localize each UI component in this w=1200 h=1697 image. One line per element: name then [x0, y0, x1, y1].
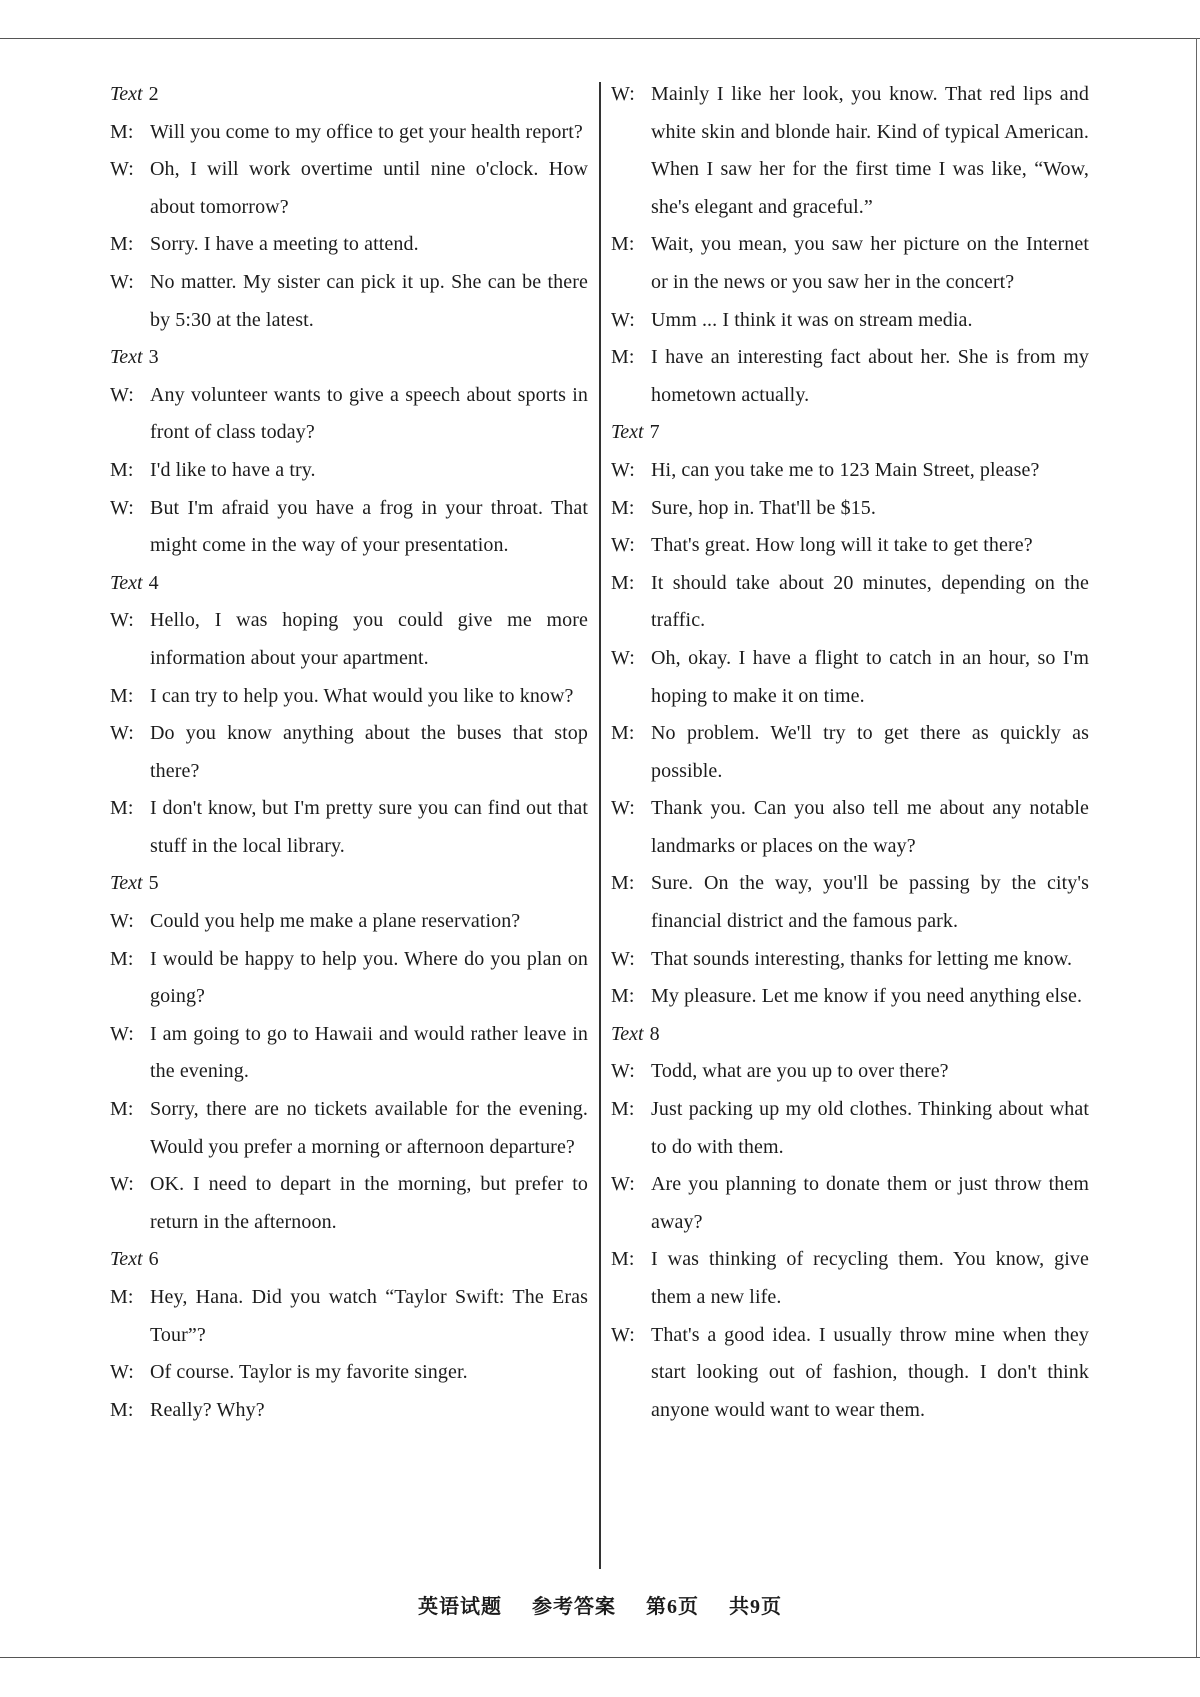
dialogue-turn [110, 715, 588, 790]
speaker-tag: W: [110, 609, 134, 632]
section-label [611, 1016, 1089, 1054]
dialogue-text: I have an interesting fact about her. She is from my hometown actually. [651, 346, 1089, 406]
speaker-tag: M: [110, 797, 134, 820]
footer-subject: 英语试题 [418, 1596, 502, 1618]
speaker-tag: M: [611, 872, 635, 895]
section-number: 6 [148, 1248, 159, 1271]
dialogue-text: Hi, can you take me to 123 Main Street, please? [651, 458, 1040, 481]
dialogue-turn [110, 1016, 588, 1091]
dialogue-turn [611, 76, 1089, 226]
dialogue-turn [110, 452, 588, 490]
dialogue-turn [611, 1091, 1089, 1166]
speaker-tag: M: [110, 684, 134, 707]
dialogue-text: It should take about 20 minutes, depending on the traffic. [651, 571, 1089, 632]
section-number: 8 [649, 1022, 660, 1045]
speaker-tag: W: [611, 646, 635, 669]
speaker-tag: M: [611, 985, 635, 1008]
section-label [611, 414, 1089, 452]
dialogue-text: Wait, you mean, you saw her picture on the Internet or in the news or you saw her in the concert? [651, 233, 1089, 293]
dialogue-turn [611, 565, 1089, 640]
speaker-tag: M: [110, 947, 134, 970]
dialogue-turn [611, 865, 1089, 940]
dialogue-text: Oh, okay. I have a flight to catch in an hour, so I'm hoping to make it on time. [651, 646, 1089, 707]
section-label [110, 865, 588, 903]
section-label [110, 339, 588, 377]
speaker-tag: W: [110, 1361, 134, 1384]
dialogue-text: I am going to go to Hawaii and would rather leave in the evening. [150, 1022, 588, 1083]
dialogue-text: My pleasure. Let me know if you need anything else. [651, 985, 1083, 1008]
dialogue-text: Oh, I will work overtime until nine o'clock. How about tomorrow? [150, 158, 588, 218]
section-label-word: Text [110, 83, 143, 105]
dialogue-turn [110, 1279, 588, 1354]
page-footer [0, 1590, 1200, 1619]
speaker-tag: M: [611, 233, 635, 256]
dialogue-text: Sure. On the way, you'll be passing by the city's financial district and the famous park. [651, 872, 1089, 933]
dialogue-turn [110, 1354, 588, 1392]
dialogue-text: Hello, I was hoping you could give me more information about your apartment. [150, 609, 588, 669]
section-number: 7 [649, 421, 660, 444]
dialogue-text: No problem. We'll try to get there as quickly as possible. [651, 722, 1089, 782]
dialogue-turn [110, 264, 588, 339]
dialogue-turn [611, 790, 1089, 865]
speaker-tag: M: [611, 496, 635, 519]
speaker-tag: W: [110, 910, 134, 933]
dialogue-turn [611, 941, 1089, 979]
speaker-tag: W: [611, 534, 635, 557]
dialogue-text: Sorry. I have a meeting to attend. [150, 233, 419, 256]
dialogue-turn [110, 1091, 588, 1166]
speaker-tag: M: [110, 1286, 134, 1308]
speaker-tag: W: [110, 496, 134, 519]
dialogue-text: Thank you. Can you also tell me about any notable landmarks or places on the way? [651, 797, 1089, 857]
section-label-word: Text [110, 346, 143, 369]
dialogue-text: Are you planning to donate them or just throw them away? [651, 1173, 1089, 1233]
speaker-tag: M: [611, 346, 635, 369]
speaker-tag: M: [611, 722, 635, 745]
section-label [110, 1241, 588, 1279]
dialogue-turn [611, 339, 1089, 414]
speaker-tag: W: [611, 458, 635, 481]
dialogue-text: Sure, hop in. That'll be $15. [651, 496, 876, 519]
dialogue-turn [611, 640, 1089, 715]
section-number: 2 [148, 83, 159, 105]
footer-answers: 参考答案 [532, 1596, 616, 1618]
speaker-tag: W: [110, 270, 134, 293]
speaker-tag: M: [110, 233, 134, 256]
speaker-tag: M: [611, 571, 635, 594]
dialogue-turn [611, 1317, 1089, 1430]
speaker-tag: W: [611, 1323, 635, 1346]
speaker-tag: W: [110, 722, 134, 745]
dialogue-turn [611, 715, 1089, 790]
footer-total: 共9页 [729, 1596, 782, 1618]
speaker-tag: W: [611, 1060, 635, 1083]
section-label [110, 565, 588, 603]
bottom-border [0, 1657, 1200, 1658]
dialogue-turn [110, 790, 588, 865]
dialogue-turn [110, 903, 588, 941]
dialogue-text: I'd like to have a try. [150, 458, 316, 481]
dialogue-text: No matter. My sister can pick it up. She can be there by 5:30 at the latest. [150, 270, 588, 331]
dialogue-text: That's great. How long will it take to get there? [651, 534, 1033, 557]
dialogue-turn [611, 490, 1089, 528]
dialogue-turn [110, 1166, 588, 1241]
dialogue-turn [611, 302, 1089, 340]
dialogue-text: I was thinking of recycling them. You know, give them a new life. [651, 1248, 1089, 1308]
dialogue-turn [611, 1241, 1089, 1316]
speaker-tag: W: [611, 83, 635, 105]
speaker-tag: W: [110, 158, 134, 181]
dialogue-turn [611, 1166, 1089, 1241]
dialogue-text: Do you know anything about the buses that stop there? [150, 722, 588, 782]
section-label [110, 76, 588, 114]
speaker-tag: M: [611, 1098, 635, 1121]
section-number: 4 [148, 571, 159, 594]
dialogue-turn [110, 1392, 588, 1430]
left-column [110, 76, 588, 1429]
section-label-word: Text [611, 1022, 644, 1045]
dialogue-text: Umm ... I think it was on stream media. [651, 308, 973, 331]
section-label-word: Text [110, 1248, 143, 1271]
dialogue-turn [110, 490, 588, 565]
speaker-tag: M: [110, 458, 134, 481]
dialogue-text: I would be happy to help you. Where do you plan on going? [150, 947, 588, 1008]
section-label-word: Text [110, 571, 143, 594]
speaker-tag: W: [611, 947, 635, 970]
speaker-tag: M: [611, 1248, 635, 1271]
dialogue-turn [611, 452, 1089, 490]
dialogue-turn [110, 678, 588, 716]
dialogue-text: Will you come to my office to get your health report? [150, 120, 583, 143]
dialogue-turn [110, 226, 588, 264]
section-number: 5 [148, 872, 159, 895]
speaker-tag: M: [110, 1398, 134, 1421]
speaker-tag: W: [611, 1173, 635, 1196]
speaker-tag: W: [110, 1173, 134, 1196]
dialogue-turn [611, 978, 1089, 1016]
dialogue-text: I don't know, but I'm pretty sure you can find out that stuff in the local library. [150, 797, 588, 857]
dialogue-turn [611, 226, 1089, 301]
dialogue-text: OK. I need to depart in the morning, but prefer to return in the afternoon. [150, 1173, 588, 1233]
speaker-tag: W: [110, 383, 134, 406]
dialogue-turn [110, 114, 588, 152]
dialogue-text: Mainly I like her look, you know. That red lips and white skin and blonde hair. Kind of typical American. When I saw her for the first time I was like, “Wow, she's elegant and graceful.” [651, 83, 1089, 218]
speaker-tag: M: [110, 120, 134, 143]
dialogue-text: That's a good idea. I usually throw mine when they start looking out of fashion, though. I don't think anyone would want to wear them. [651, 1323, 1089, 1421]
dialogue-text: Any volunteer wants to give a speech about sports in front of class today? [150, 383, 588, 444]
section-number: 3 [148, 346, 159, 369]
dialogue-text: Sorry, there are no tickets available for the evening. Would you prefer a morning or afternoon departure? [150, 1098, 588, 1158]
speaker-tag: W: [611, 308, 635, 331]
dialogue-turn [110, 602, 588, 677]
dialogue-turn [611, 1053, 1089, 1091]
speaker-tag: W: [110, 1022, 134, 1045]
dialogue-text: Of course. Taylor is my favorite singer. [150, 1361, 468, 1384]
dialogue-text: But I'm afraid you have a frog in your throat. That might come in the way of your presentation. [150, 496, 588, 557]
dialogue-text: Could you help me make a plane reservation? [150, 910, 521, 933]
dialogue-text: Hey, Hana. Did you watch “Taylor Swift: The Eras Tour”? [150, 1286, 588, 1346]
footer-page: 第6页 [646, 1596, 699, 1618]
column-divider [599, 82, 601, 1569]
dialogue-turn [611, 527, 1089, 565]
section-label-word: Text [611, 421, 644, 444]
page-edge [1196, 38, 1197, 1658]
dialogue-turn [110, 151, 588, 226]
right-column [611, 76, 1089, 1429]
speaker-tag: W: [611, 797, 635, 820]
dialogue-turn [110, 377, 588, 452]
dialogue-text: Just packing up my old clothes. Thinking about what to do with them. [651, 1098, 1089, 1158]
dialogue-text: That sounds interesting, thanks for letting me know. [651, 947, 1073, 970]
dialogue-text: Todd, what are you up to over there? [651, 1060, 949, 1083]
speaker-tag: M: [110, 1098, 134, 1121]
top-border [0, 38, 1200, 39]
dialogue-text: I can try to help you. What would you like to know? [150, 684, 574, 707]
dialogue-text: Really? Why? [150, 1398, 265, 1421]
dialogue-turn [110, 941, 588, 1016]
section-label-word: Text [110, 872, 143, 895]
